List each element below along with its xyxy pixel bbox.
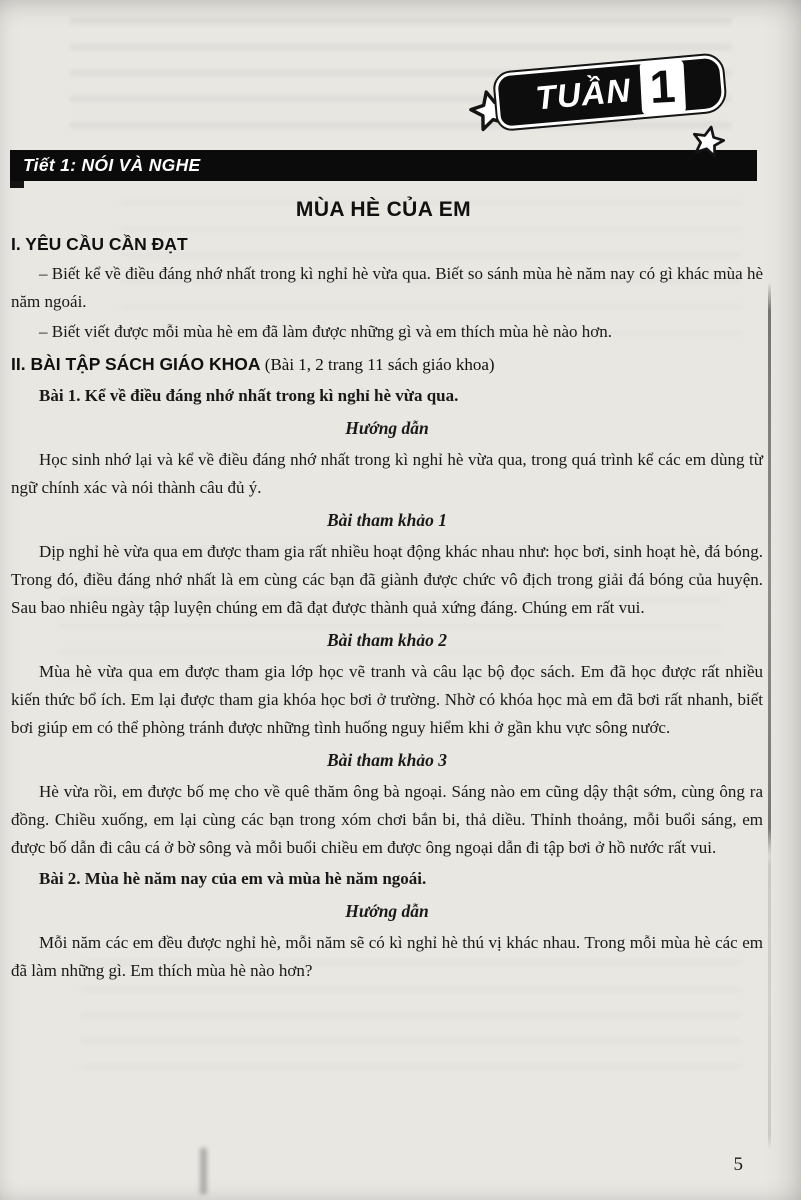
requirement-item: – Biết viết được mỗi mùa hè em đã làm được những gì và em thích mùa hè nào hơn. (39, 322, 612, 341)
page-number: 5 (733, 1154, 743, 1175)
print-mark-artifact (10, 181, 24, 188)
week-number: 1 (639, 59, 685, 115)
page-title: MÙA HÈ CỦA EM (295, 198, 472, 221)
exercise1-title: Bài 1. Kể về điều đáng nhớ nhất trong kì nghỉ hè vừa qua. (39, 386, 459, 405)
sample-text: Hè vừa rồi, em được bố mẹ cho về quê thăm ông bà ngoại. Sáng nào em cũng dậy thật sớm, cùng ông ra đồng. Chiều xuống, em lại cùng các bạn trong xóm chơi bắn bi, thả diều. Thỉnh thoảng, mỗi buổi sáng, em được bố dẫn đi câu cá ở bờ sông và mỗi buổi chiều em được ông ngoại dẫn đi tập bơi ở hồ nước rất vui. (11, 782, 763, 857)
section-heading-requirements: I. YÊU CẦU CẦN ĐẠT (11, 234, 188, 254)
section-heading-exercises-main: II. BÀI TẬP SÁCH GIÁO KHOA (11, 354, 265, 374)
week-banner (466, 48, 766, 152)
sample-text: Mùa hè vừa qua em được tham gia lớp học vẽ tranh và câu lạc bộ đọc sách. Em đã học được rất nhiều kiến thức bổ ích. Em lại được tham gia khóa học bơi ở trường. Nhờ có khóa học mà em đã bơi rất nhanh, biết bơi giúp em có thể phòng tránh được những tình huống nguy hiểm khi ở gần khu vực sông nước. (11, 662, 763, 737)
section-heading-exercises-note: (Bài 1, 2 trang 11 sách giáo khoa) (264, 355, 495, 374)
week-label: TUẦN (534, 71, 633, 117)
exercise2-title: Bài 2. Mùa hè năm nay của em và mùa hè năm ngoái. (39, 869, 427, 888)
sample-heading: Bài tham khảo 3 (326, 750, 448, 770)
guide-text: Mỗi năm các em đều được nghỉ hè, mỗi năm sẽ có kì nghỉ hè thú vị khác nhau. Trong mỗi mùa hè các em đã làm những gì. Em thích mùa hè nào hơn? (11, 933, 763, 980)
page-header-area (0, 0, 801, 150)
guide-heading: Hướng dẫn (345, 901, 429, 921)
sample-heading: Bài tham khảo 2 (326, 630, 448, 650)
week-ribbon (494, 54, 726, 130)
sample-heading: Bài tham khảo 1 (326, 510, 448, 530)
requirement-item: – Biết kể về điều đáng nhớ nhất trong kì nghỉ hè vừa qua. Biết so sánh mùa hè năm nay có gì khác mùa hè năm ngoái. (11, 264, 763, 311)
guide-text: Học sinh nhớ lại và kể về điều đáng nhớ nhất trong kì nghỉ hè vừa qua, trong quá trình kể các em dùng từ ngữ chính xác và nói thành câu đủ ý. (11, 450, 763, 497)
lesson-title-bar: Tiết 1: NÓI VÀ NGHE (10, 150, 757, 181)
page-content (0, 230, 801, 985)
sample-text: Dịp nghỉ hè vừa qua em được tham gia rất nhiều hoạt động khác nhau như: học bơi, sinh hoạt hè, đá bóng. Trong đó, điều đáng nhớ nhất là em cùng các bạn đã giành được chức vô địch trong giải đá bóng của huyện. Sau bao nhiêu ngày tập luyện chúng em đã đạt được thành quả xứng đáng. Chúng em rất vui. (11, 542, 763, 617)
section-heading-exercises (11, 350, 763, 379)
scan-smudge-artifact (200, 1148, 207, 1194)
guide-heading: Hướng dẫn (345, 418, 429, 438)
star-icon (687, 121, 730, 164)
